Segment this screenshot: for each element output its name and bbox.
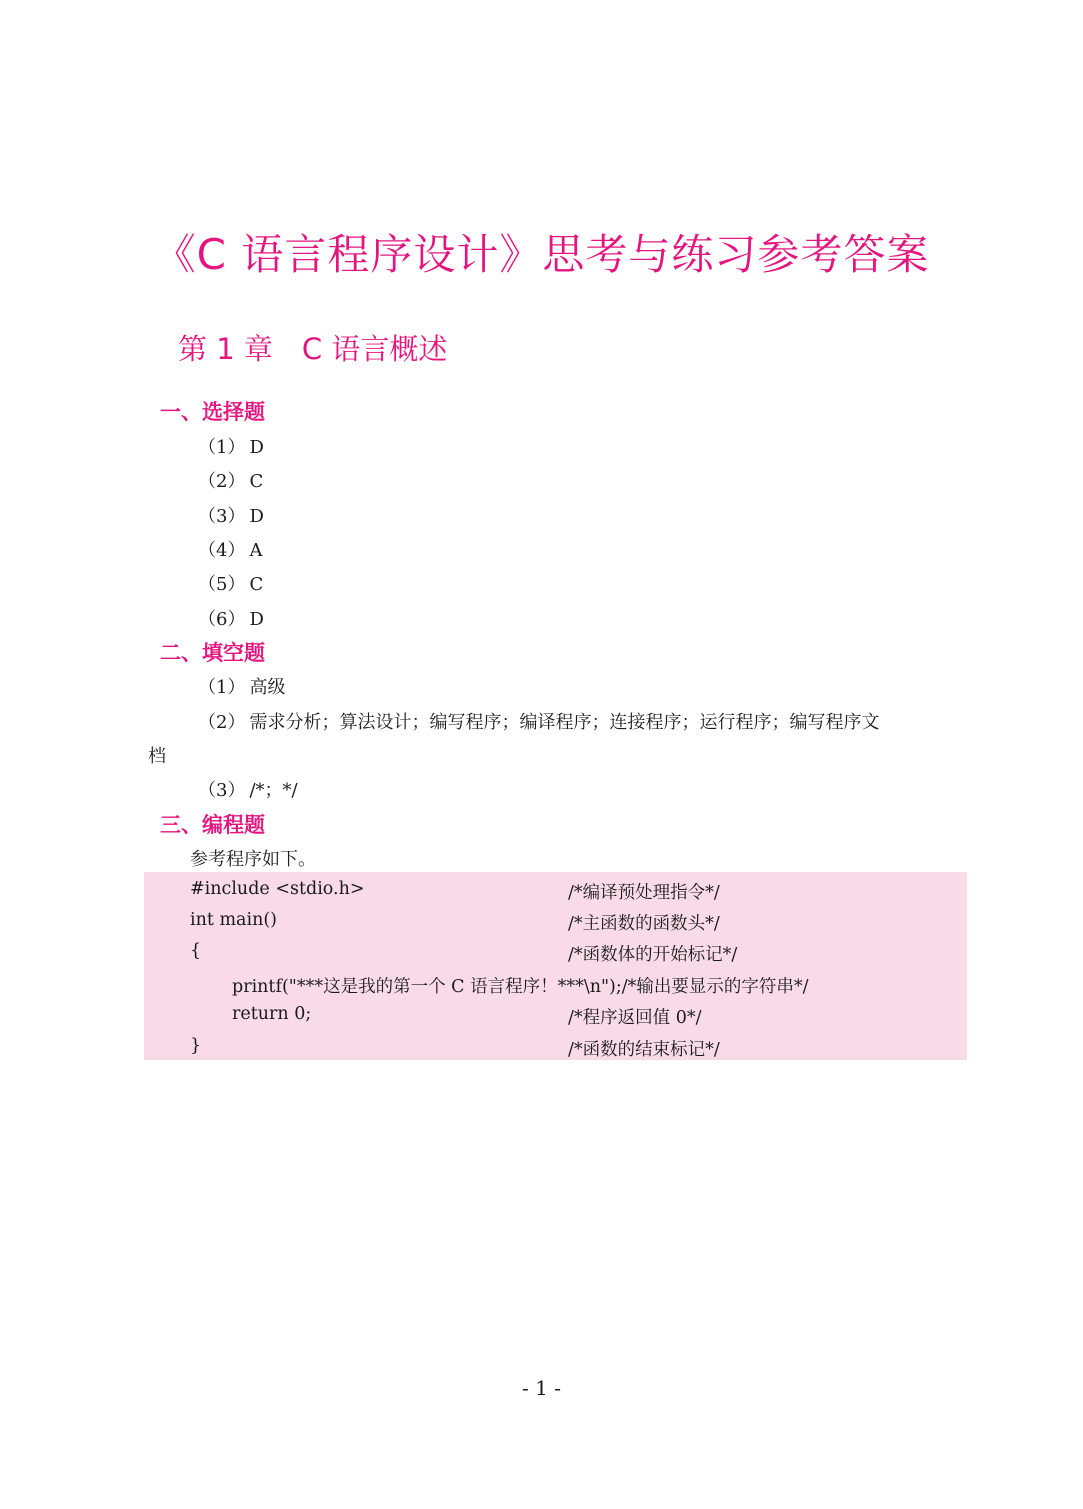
answer-value: /*；*/ (249, 780, 298, 801)
answer-number: （3） (198, 780, 246, 801)
answer-number: （1） (198, 437, 246, 458)
choice-answer-5 (198, 570, 263, 596)
code-comment-5: /*程序返回值 0*/ (568, 1008, 702, 1028)
code-line-6: } (190, 1036, 202, 1056)
code-line-1: #include <stdio.h> (190, 879, 365, 899)
code-line-5: return 0; (232, 1004, 312, 1024)
answer-value: C (249, 471, 264, 492)
answer-number: （4） (198, 540, 246, 561)
program-intro: 参考程序如下。 (190, 849, 316, 870)
fill-answer-3 (198, 776, 298, 802)
code-block (144, 872, 967, 1060)
answer-number: （2） (198, 471, 246, 492)
section-heading-program: 三、编程题 (160, 813, 265, 837)
fill-answer-2-continuation: 档 (148, 746, 166, 767)
answer-value: D (249, 437, 264, 458)
code-line-2: int main() (190, 910, 278, 930)
code-line-3: { (190, 941, 202, 961)
section-heading-choice: 一、选择题 (160, 400, 265, 424)
choice-answer-2 (198, 467, 263, 493)
code-comment-3: /*函数体的开始标记*/ (568, 945, 738, 965)
fill-answer-1 (198, 673, 285, 699)
answer-number: （3） (198, 506, 246, 527)
answer-number: （5） (198, 574, 246, 595)
code-comment-1: /*编译预处理指令*/ (568, 883, 720, 903)
code-comment-6: /*函数的结束标记*/ (568, 1040, 720, 1060)
answer-value: C (249, 574, 264, 595)
choice-answer-6 (198, 605, 264, 631)
answer-value: D (249, 609, 264, 630)
answer-value: A (249, 540, 263, 561)
answer-value: 需求分析；算法设计；编写程序；编译程序；连接程序；运行程序；编写程序文 (249, 712, 880, 733)
code-line-4: printf("***这是我的第一个 C 语言程序！***\n");/*输出要显示的字符串*/ (232, 977, 809, 997)
answer-value: D (249, 506, 264, 527)
section-heading-fill: 二、填空题 (160, 641, 265, 665)
choice-answer-1 (198, 433, 264, 459)
answer-number: （2） (198, 712, 246, 733)
answer-number: （1） (198, 677, 246, 698)
choice-answer-4 (198, 536, 262, 562)
answer-value: 高级 (249, 677, 286, 698)
choice-answer-3 (198, 502, 264, 528)
chapter-heading: 第 1 章 C 语言概述 (178, 332, 448, 366)
code-comment-2: /*主函数的函数头*/ (568, 914, 720, 934)
fill-answer-2 (198, 708, 879, 734)
answer-number: （6） (198, 609, 246, 630)
page-number: - 1 - (522, 1376, 561, 1400)
document-title: 《C 语言程序设计》思考与练习参考答案 (153, 230, 930, 279)
